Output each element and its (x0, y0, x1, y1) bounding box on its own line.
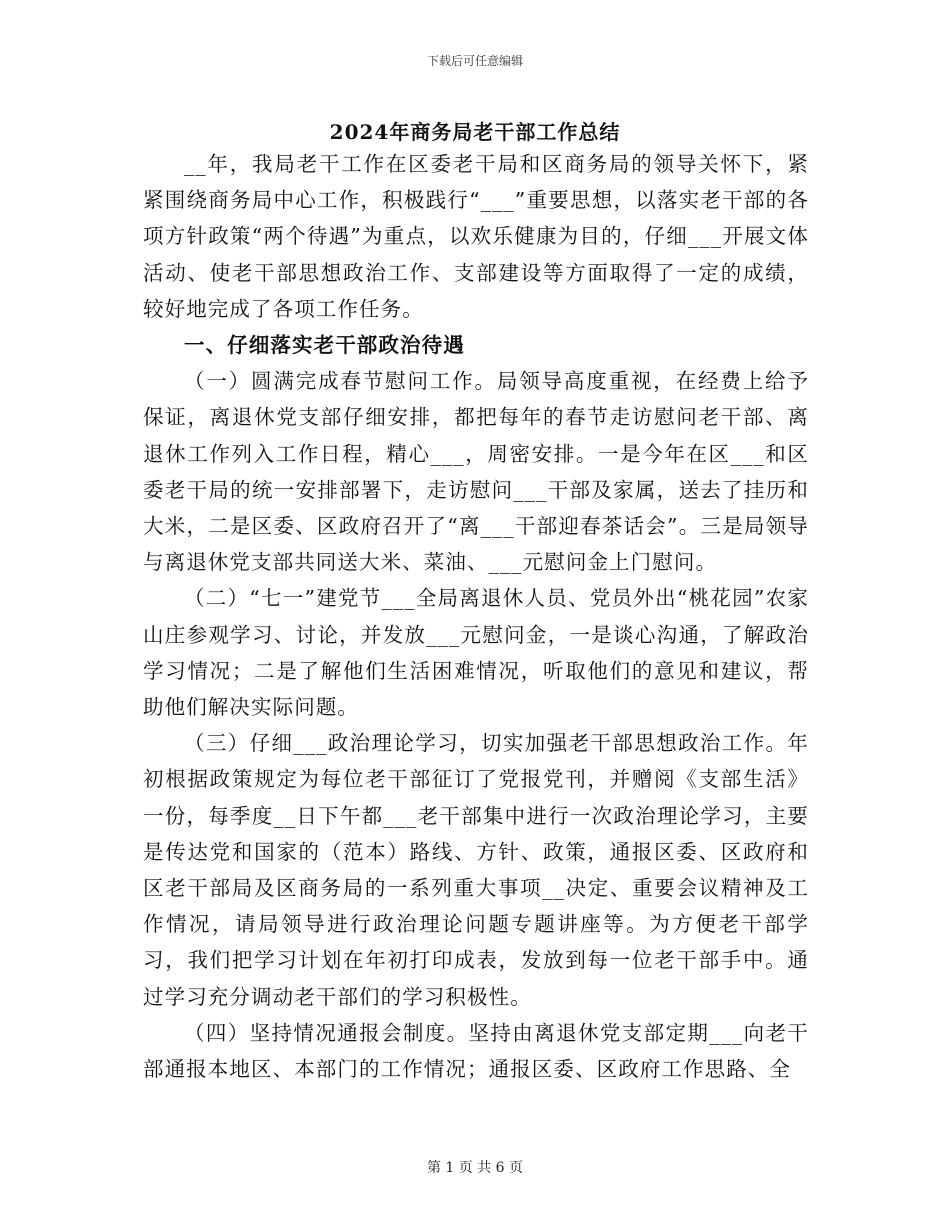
paragraph-3: （三）仔细___政治理论学习，切实加强老干部思想政治工作。年初根据政策规定为每位老干部征订了党报党刊，并赠阅《支部生活》一份，每季度__日下午都___老干部集中进行一次政治理论学习，主要是传达党和国家的（范本）路线、方针、政策，通报区委、区政府和区老干部局及区商务局的一系列重大事项__决定、重要会议精神及工作情况，请局领导进行政治理论问题专题讲座等。为方便老干部学习，我们把学习计划在年初打印成表，发放到每一位老干部手中。通过学习充分调动老干部们的学习积极性。 (143, 731, 809, 1009)
section-heading: 一、仔细落实老干部政治待遇 (184, 333, 465, 358)
page-footer: 第 1 页 共 6 页 (426, 1160, 524, 1176)
paragraph-1: （一）圆满完成春节慰问工作。局领导高度重视，在经费上给予保证，离退休党支部仔细安排，都把每年的春节走访慰问老干部、离退休工作列入工作日程，精心___，周密安排。一是今年在区___和区委老干局的统一安排部署下，走访慰问___干部及家属，送去了挂历和大米，二是区委、区政府召开了“离___干部迎春茶话会”。三是局领导与离退休党支部共同送大米、菜油、___元慰问金上门慰问。 (143, 369, 809, 575)
document-body (143, 146, 809, 1087)
paragraph-2: （二）“七一”建党节___全局离退休人员、党员外出“桃花园”农家山庄参观学习、讨论，并发放___元慰问金，一是谈心沟通，了解政治学习情况；二是了解他们生活困难情况，听取他们的意见和建议，帮助他们解决实际问题。 (143, 586, 809, 720)
header-note: 下载后可任意编辑 (426, 54, 523, 68)
document-title: 2024年商务局老干部工作总结 (329, 120, 621, 144)
paragraph-4: （四）坚持情况通报会制度。坚持由离退休党支部定期___向老干部通报本地区、本部门的工作情况；通报区委、区政府工作思路、全 (143, 1020, 809, 1082)
intro-paragraph: __年，我局老干工作在区委老干局和区商务局的领导关怀下，紧紧围绕商务局中心工作，积极践行“___”重要思想，以落实老干部的各项方针政策“两个待遇”为重点，以欢乐健康为目的，仔细___开展文体活动、使老干部思想政治工作、支部建设等方面取得了一定的成绩，较好地完成了各项工作任务。 (143, 152, 809, 321)
